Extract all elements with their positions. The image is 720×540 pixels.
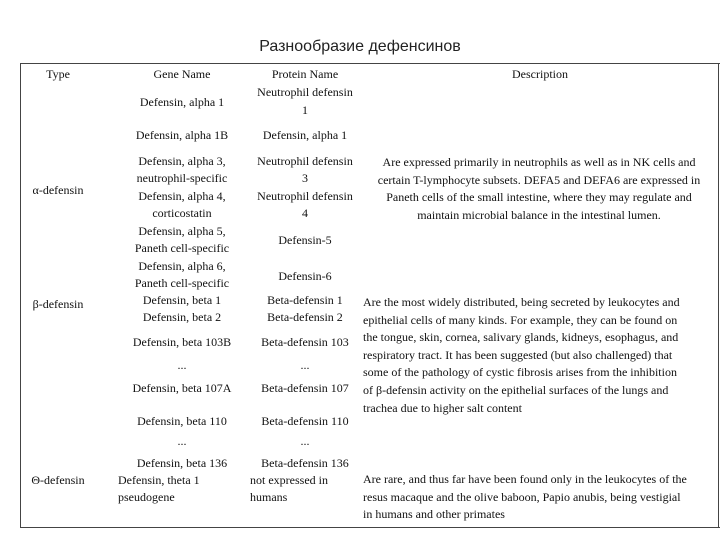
description-line: certain T-lymphocyte subsets. DEFA5 and DEFA6 are expressed in (377, 172, 701, 187)
description-line: maintain microbial balance in the intestinal lumen. (417, 207, 661, 222)
protein-name: Neutrophil defensin (257, 154, 353, 168)
protein-name: Beta-defensin 107 (261, 381, 349, 395)
gene-name: Defensin, beta 1 (142, 293, 222, 307)
gene-name: Defensin, alpha 3, (138, 154, 226, 168)
protein-name: 3 (302, 171, 308, 185)
description-line: in humans and other primates (363, 507, 505, 522)
description-line: Paneth cells of the small intestine, where they may regulate and (386, 190, 692, 205)
protein-name: Beta-defensin 136 (261, 456, 349, 470)
description-line: resus macaque and the olive baboon, Papio anubis, being vestigial (363, 489, 681, 504)
type-alpha: α-defensin (32, 183, 84, 197)
header-protein-name: Protein Name (271, 67, 339, 81)
protein-name: Neutrophil defensin (257, 85, 353, 99)
protein-name: 4 (302, 206, 308, 220)
gene-name: Paneth cell-specific (134, 241, 230, 255)
description-line: trachea due to higher salt content (363, 400, 522, 415)
protein-name: Beta-defensin 110 (261, 414, 349, 428)
gene-name: Defensin, beta 110 (137, 414, 227, 428)
gene-name: Defensin, theta 1 (118, 473, 200, 487)
type-theta: Θ-defensin (31, 473, 85, 487)
protein-name: Beta-defensin 2 (267, 310, 343, 324)
gene-name: Defensin, alpha 1B (135, 128, 229, 142)
gene-name: pseudogene (118, 490, 175, 504)
protein-name: Beta-defensin 1 (267, 293, 343, 307)
gene-name: Defensin, alpha 5, (138, 224, 226, 238)
gene-name: Defensin, beta 103B (132, 335, 232, 349)
gene-name: corticostatin (152, 206, 212, 220)
protein-name: humans (250, 490, 288, 504)
gene-name: ... (177, 434, 187, 448)
protein-name: 1 (302, 103, 308, 117)
gene-name: Defensin, alpha 1 (139, 95, 225, 109)
header-description: Description (512, 67, 568, 81)
description-line: epithelial cells of many kinds. For example, they can be found on (363, 312, 678, 327)
gene-name: Defensin, alpha 4, (138, 189, 226, 203)
description-line: of β-defensin activity on the epithelial surfaces of the lungs and (363, 382, 669, 397)
protein-name: not expressed in (250, 473, 328, 487)
gene-name: Paneth cell-specific (134, 276, 230, 290)
header-gene-name: Gene Name (153, 67, 211, 81)
header-type: Type (46, 67, 70, 81)
protein-name: Defensin, alpha 1 (262, 128, 348, 142)
description-line: Are rare, and thus far have been found only in the leukocytes of the (363, 472, 687, 486)
description-line: some of the pathology of cystic fibrosis arises from the inhibition (363, 365, 677, 380)
protein-name: Defensin-5 (278, 233, 332, 247)
description-alpha (361, 154, 717, 224)
protein-name: Beta-defensin 103 (261, 335, 349, 349)
gene-name: neutrophil-specific (136, 171, 228, 185)
description-theta (363, 471, 718, 524)
gene-name: Defensin, beta 2 (142, 310, 222, 324)
gene-name: Defensin, alpha 6, (138, 259, 226, 273)
page-title: Разнообразие дефенсинов (259, 38, 461, 55)
table-border-top (20, 63, 720, 64)
description-beta (363, 294, 718, 417)
protein-name: ... (300, 434, 310, 448)
protein-name: Defensin-6 (278, 269, 332, 283)
description-line: Are expressed primarily in neutrophils as well as in NK cells and (382, 155, 696, 169)
table-border-bottom (20, 527, 720, 528)
gene-name: Defensin, beta 136 (136, 456, 228, 470)
table-border-right (718, 63, 719, 528)
description-line: respiratory tract. It has been suggested (but also challenged) that (363, 347, 673, 362)
table-border-left (20, 63, 21, 528)
protein-name: ... (300, 358, 310, 372)
description-line: the tongue, skin, cornea, salivary glands, kidneys, esophagus, and (363, 330, 679, 345)
protein-name: Neutrophil defensin (257, 189, 353, 203)
type-beta: β-defensin (32, 297, 84, 311)
gene-name: Defensin, beta 107A (132, 381, 232, 395)
gene-name: ... (177, 358, 187, 372)
description-line: Are the most widely distributed, being secreted by leukocytes and (363, 295, 680, 309)
